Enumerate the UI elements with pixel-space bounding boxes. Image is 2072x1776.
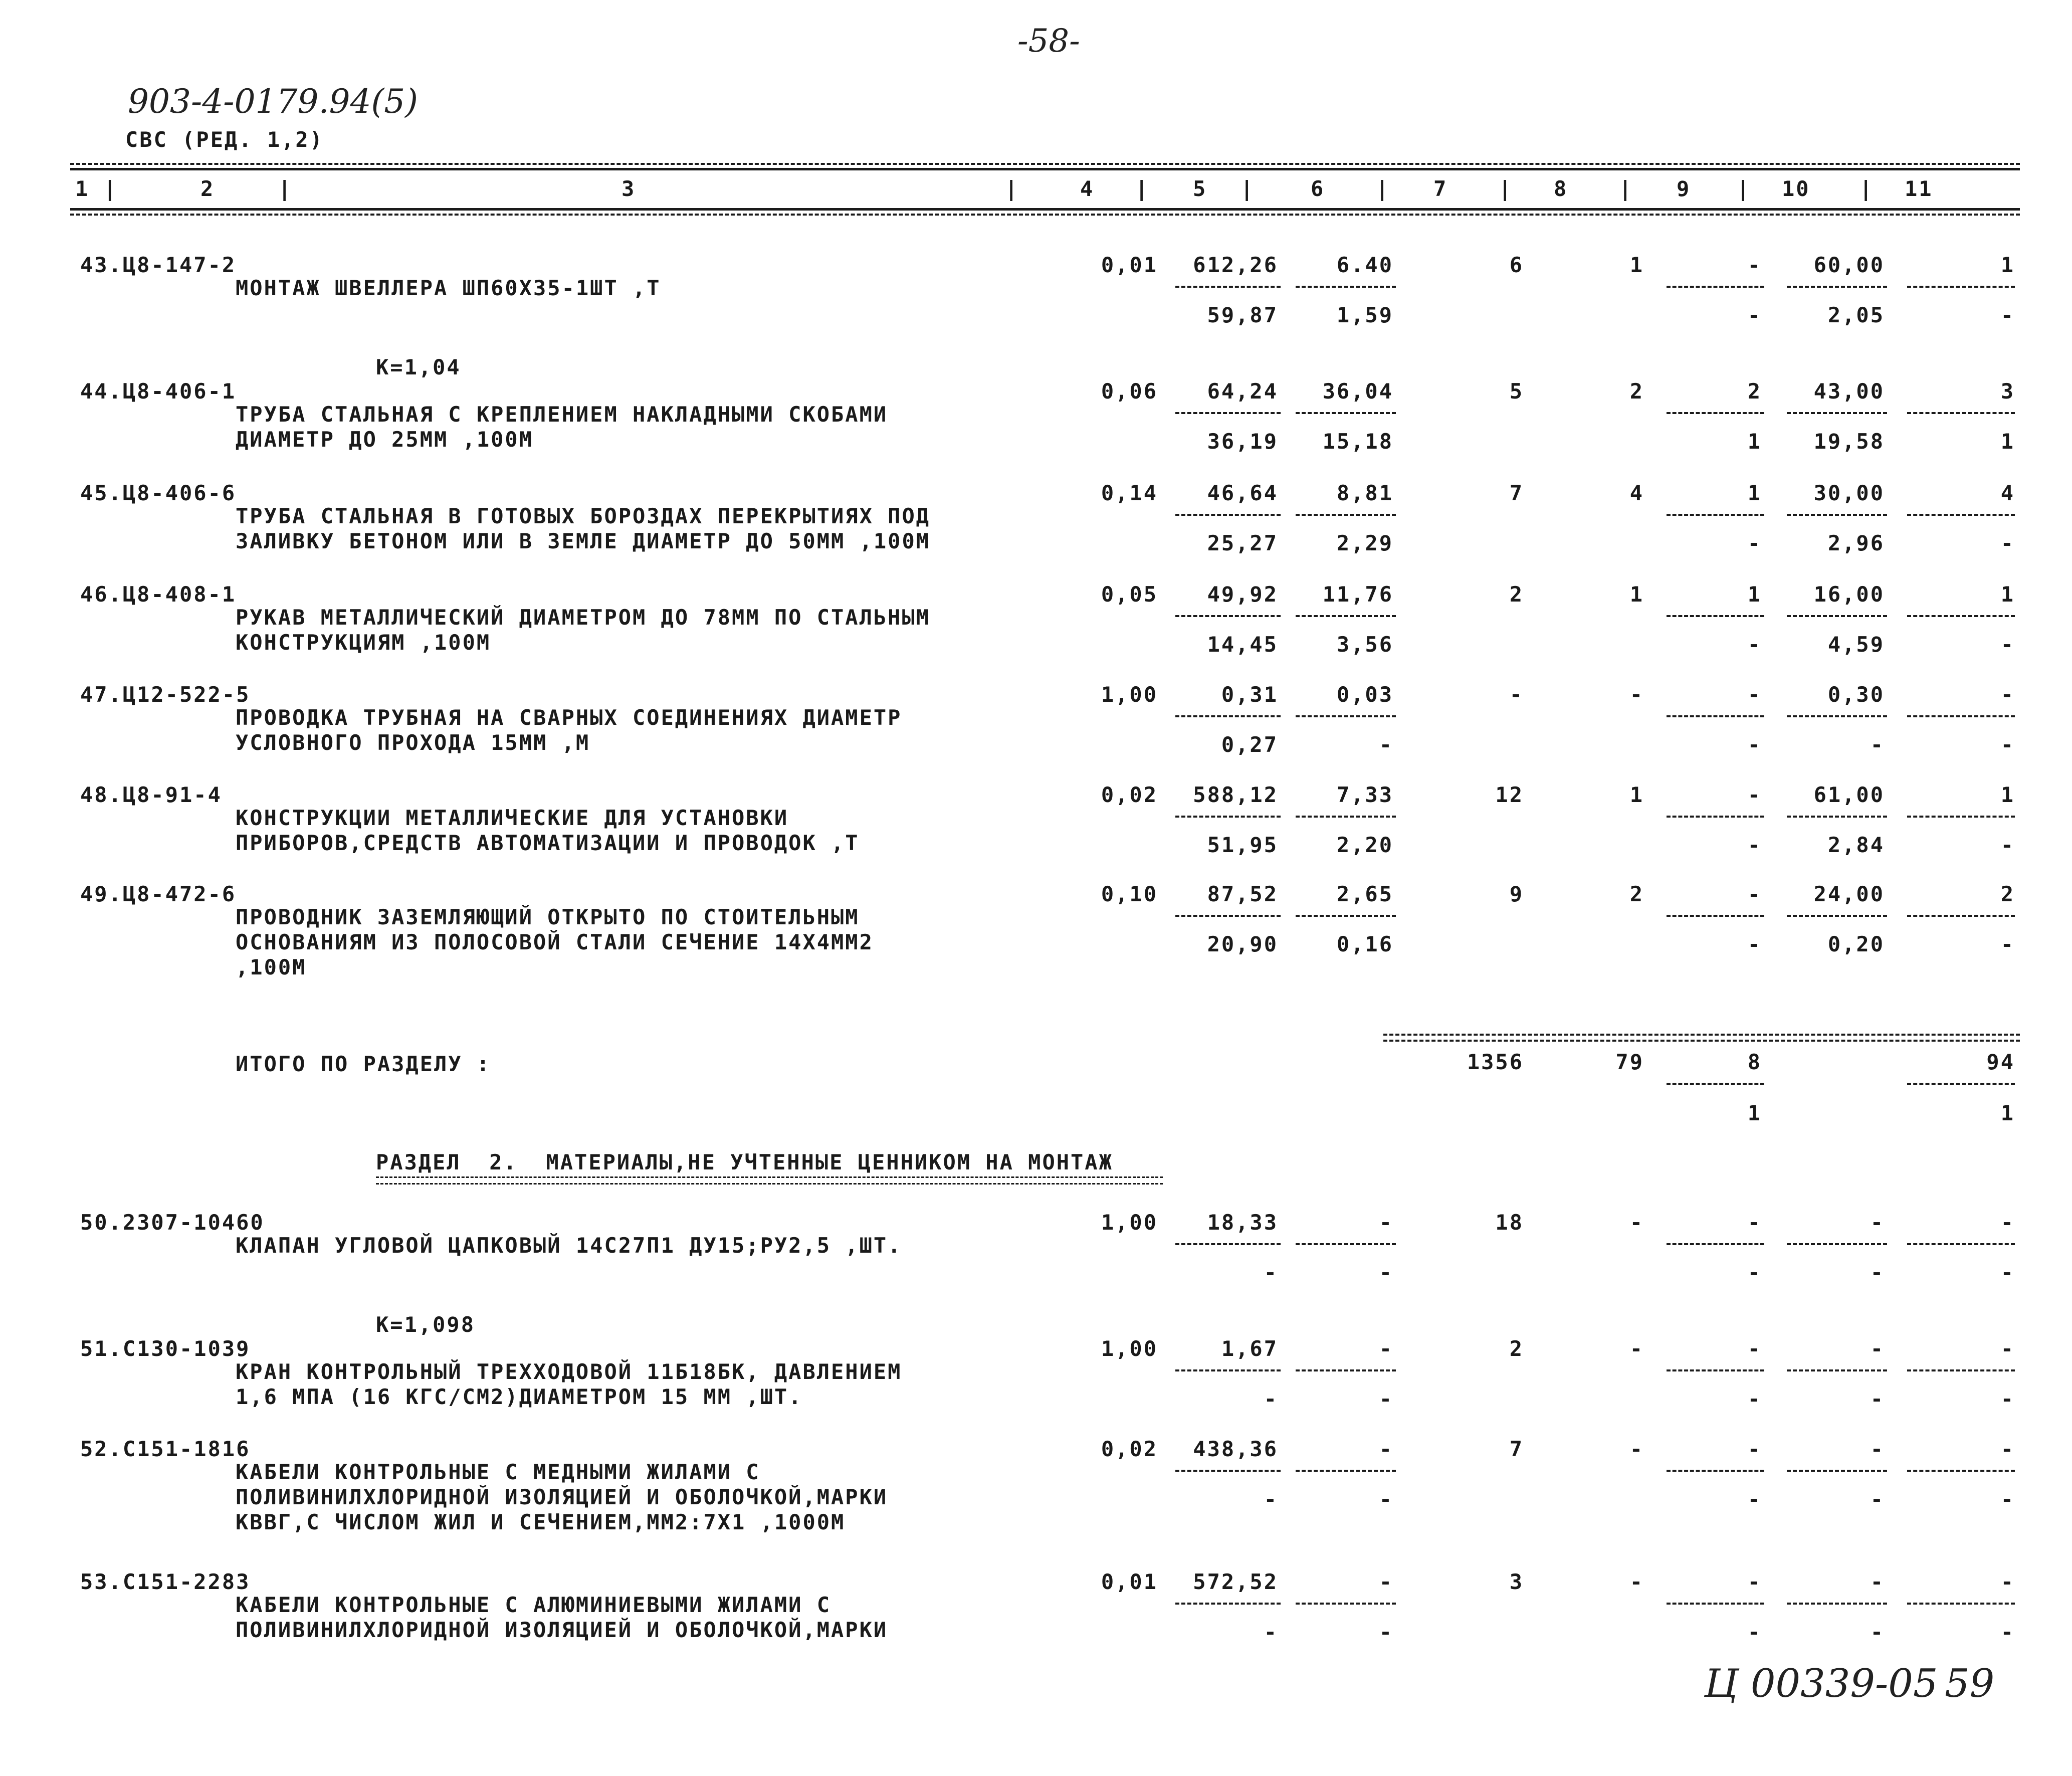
row-description: ЗАЛИВКУ БЕТОНОМ ИЛИ В ЗЕМЛЕ ДИАМЕТР ДО 50ММ ,100М (236, 529, 931, 553)
row-col-7: 3 (1509, 1569, 1524, 1594)
row-col-8: 1 (1629, 782, 1644, 807)
row-col-10-rule (1787, 514, 1887, 516)
row-col-6-rule (1296, 1243, 1396, 1245)
row-code: 52.С151-1816 (80, 1437, 251, 1461)
row-col-6-sub: 2,20 (1336, 833, 1393, 857)
row-col-6-sub: 2,29 (1336, 531, 1393, 555)
column-header-4: 3 (621, 176, 636, 201)
row-col-11-sub: - (2000, 833, 2015, 857)
row-code: 46.Ц8-408-1 (80, 582, 237, 607)
row-col-11-rule (1907, 286, 2015, 288)
row-description: ТРУБА СТАЛЬНАЯ В ГОТОВЫХ БОРОЗДАХ ПЕРЕКРЫТИЯХ ПОД (236, 504, 931, 528)
row-col-10: 60,00 (1813, 253, 1885, 277)
row-col-5-sub: 59,87 (1207, 303, 1278, 327)
row-col-6-sub: - (1379, 732, 1393, 757)
row-col-6: 7,33 (1336, 782, 1393, 807)
row-description: ТРУБА СТАЛЬНАЯ С КРЕПЛЕНИЕМ НАКЛАДНЫМИ СКОБАМИ (236, 402, 888, 427)
row-col-6-sub: - (1379, 1387, 1393, 1411)
row-col-8: 4 (1629, 481, 1644, 505)
total-col-7: 1356 (1467, 1050, 1524, 1074)
row-description: КАБЕЛИ КОНТРОЛЬНЫЕ С МЕДНЫМИ ЖИЛАМИ С (236, 1460, 760, 1484)
column-header-15: | (1619, 176, 1633, 201)
row-col-10: 30,00 (1813, 481, 1885, 505)
row-col-7: 12 (1495, 782, 1524, 807)
coefficient-label: К=1,04 (376, 355, 461, 379)
row-col-6-rule (1296, 1369, 1396, 1371)
row-col-5-rule (1175, 715, 1281, 717)
header-rule-top (70, 163, 2020, 165)
row-quantity: 1,00 (1101, 682, 1158, 707)
row-col-8: - (1629, 1569, 1644, 1594)
row-col-5: 572,52 (1193, 1569, 1278, 1594)
row-col-9-rule (1667, 1243, 1764, 1245)
row-description: ПОЛИВИНИЛХЛОРИДНОЙ ИЗОЛЯЦИЕЙ И ОБОЛОЧКОЙ,МАРКИ (236, 1618, 888, 1642)
row-col-10: - (1870, 1569, 1885, 1594)
row-description: ДИАМЕТР ДО 25ММ ,100М (236, 427, 534, 452)
row-col-9: - (1747, 1437, 1762, 1461)
row-col-9-sub: - (1747, 732, 1762, 757)
row-col-11-sub: - (2000, 932, 2015, 956)
row-col-6-rule (1296, 286, 1396, 288)
row-col-6: - (1379, 1569, 1393, 1594)
row-description: 1,6 МПА (16 КГС/СМ2)ДИАМЕТРОМ 15 ММ ,ШТ. (236, 1385, 803, 1409)
row-col-7: 5 (1509, 379, 1524, 404)
row-col-9-sub: - (1747, 1620, 1762, 1644)
row-col-10-sub: - (1870, 1387, 1885, 1411)
row-col-6: 0,03 (1336, 682, 1393, 707)
row-col-9-rule (1667, 1470, 1764, 1472)
row-code: 49.Ц8-472-6 (80, 882, 237, 906)
total-col-9-rule (1667, 1083, 1764, 1085)
row-col-8: 1 (1629, 582, 1644, 607)
row-col-9: - (1747, 1210, 1762, 1235)
row-quantity: 0,05 (1101, 582, 1158, 607)
row-col-10: - (1870, 1437, 1885, 1461)
row-col-9-sub: - (1747, 1387, 1762, 1411)
column-header-12: 7 (1433, 176, 1448, 201)
row-col-6-rule (1296, 1603, 1396, 1605)
total-col-11-rule (1907, 1083, 2015, 1085)
page-number: -58- (1017, 23, 1080, 60)
row-col-9-sub: - (1747, 932, 1762, 956)
row-col-10-sub: 2,05 (1827, 303, 1885, 327)
row-col-8: - (1629, 682, 1644, 707)
total-col-11-sub: 1 (2000, 1101, 2015, 1125)
row-col-8: 2 (1629, 882, 1644, 906)
column-header-16: 9 (1677, 176, 1691, 201)
row-description: МОНТАЖ ШВЕЛЛЕРА ШП60Х35-1ШТ ,Т (236, 276, 661, 300)
column-header-8: 5 (1193, 176, 1207, 201)
column-header-11: | (1376, 176, 1390, 201)
row-col-6-rule (1296, 514, 1396, 516)
row-description: ПРОВОДКА ТРУБНАЯ НА СВАРНЫХ СОЕДИНЕНИЯХ ДИАМЕТР (236, 705, 902, 730)
row-col-10-sub: - (1870, 732, 1885, 757)
row-col-9: 1 (1747, 481, 1762, 505)
row-quantity: 0,01 (1101, 1569, 1158, 1594)
row-col-11-sub: - (2000, 303, 2015, 327)
row-description: ПОЛИВИНИЛХЛОРИДНОЙ ИЗОЛЯЦИЕЙ И ОБОЛОЧКОЙ,МАРКИ (236, 1485, 888, 1509)
row-col-5-sub: 51,95 (1207, 833, 1278, 857)
total-rule-2 (1383, 1040, 2020, 1042)
row-quantity: 0,10 (1101, 882, 1158, 906)
row-col-9-rule (1667, 1369, 1764, 1371)
row-col-9: - (1747, 253, 1762, 277)
row-quantity: 0,02 (1101, 782, 1158, 807)
row-col-11-rule (1907, 816, 2015, 818)
row-description: КРАН КОНТРОЛЬНЫЙ ТРЕХХОДОВОЙ 11Б18БК, ДАВЛЕНИЕМ (236, 1359, 902, 1384)
row-col-6-rule (1296, 816, 1396, 818)
row-col-8: - (1629, 1336, 1644, 1361)
row-col-7: 2 (1509, 1336, 1524, 1361)
total-rule-1 (1383, 1034, 2020, 1036)
row-col-11: 3 (2000, 379, 2015, 404)
section-2-title-underline (376, 1176, 1163, 1185)
column-header-19: | (1859, 176, 1874, 201)
row-col-11-sub: - (2000, 632, 2015, 657)
footer-page-number: 59 (1945, 1661, 1995, 1706)
row-col-10-rule (1787, 286, 1887, 288)
row-col-11: - (2000, 1210, 2015, 1235)
row-col-11: - (2000, 682, 2015, 707)
row-col-11-sub: - (2000, 1620, 2015, 1644)
header-rule-top-solid (70, 168, 2020, 170)
row-col-10: 61,00 (1813, 782, 1885, 807)
row-col-9: - (1747, 682, 1762, 707)
row-col-11-sub: - (2000, 1487, 2015, 1511)
row-col-6-sub: 0,16 (1336, 932, 1393, 956)
row-col-6-rule (1296, 1470, 1396, 1472)
row-col-5-sub: 25,27 (1207, 531, 1278, 555)
row-quantity: 0,02 (1101, 1437, 1158, 1461)
row-col-6: 2,65 (1336, 882, 1393, 906)
row-col-11: 1 (2000, 253, 2015, 277)
row-code: 45.Ц8-406-6 (80, 481, 237, 505)
row-col-6: 11,76 (1322, 582, 1393, 607)
row-col-6-sub: - (1379, 1620, 1393, 1644)
row-col-5-rule (1175, 816, 1281, 818)
section-2-title: РАЗДЕЛ 2. МАТЕРИАЛЫ,НЕ УЧТЕННЫЕ ЦЕННИКОМ НА МОНТАЖ (376, 1150, 1113, 1174)
row-col-5-sub: - (1264, 1620, 1278, 1644)
row-description: ОСНОВАНИЯМ ИЗ ПОЛОСОВОЙ СТАЛИ СЕЧЕНИЕ 14Х4ММ2 (236, 930, 874, 954)
row-col-9-rule (1667, 915, 1764, 917)
column-header-9: | (1240, 176, 1255, 201)
row-col-10: 16,00 (1813, 582, 1885, 607)
row-col-9-sub: - (1747, 833, 1762, 857)
column-header-10: 6 (1311, 176, 1325, 201)
total-col-9: 8 (1747, 1050, 1762, 1074)
row-col-9-sub: - (1747, 632, 1762, 657)
row-col-11-rule (1907, 1603, 2015, 1605)
row-col-6-rule (1296, 412, 1396, 414)
row-col-9-sub: 1 (1747, 429, 1762, 454)
row-col-10: 0,30 (1827, 682, 1885, 707)
row-col-10: 43,00 (1813, 379, 1885, 404)
row-description: УСЛОВНОГО ПРОХОДА 15ММ ,М (236, 730, 590, 755)
column-header-13: | (1499, 176, 1513, 201)
row-col-7: - (1509, 682, 1524, 707)
row-col-5: 0,31 (1221, 682, 1278, 707)
row-col-8: - (1629, 1210, 1644, 1235)
row-col-10-sub: 2,96 (1827, 531, 1885, 555)
row-col-10-sub: - (1870, 1620, 1885, 1644)
row-col-8: 1 (1629, 253, 1644, 277)
row-col-5-sub: - (1264, 1387, 1278, 1411)
row-code: 51.С130-1039 (80, 1336, 251, 1361)
total-col-9-sub: 1 (1747, 1101, 1762, 1125)
row-col-5-rule (1175, 514, 1281, 516)
row-col-5: 87,52 (1207, 882, 1278, 906)
row-col-11: - (2000, 1336, 2015, 1361)
row-col-5-rule (1175, 1243, 1281, 1245)
column-header-2: 2 (200, 176, 215, 201)
row-col-5-rule (1175, 1369, 1281, 1371)
row-code: 50.2307-10460 (80, 1210, 265, 1235)
row-col-10-rule (1787, 1243, 1887, 1245)
row-col-6: 8,81 (1336, 481, 1393, 505)
row-col-6: - (1379, 1437, 1393, 1461)
row-col-9: - (1747, 1336, 1762, 1361)
row-col-7: 2 (1509, 582, 1524, 607)
row-col-5-rule (1175, 286, 1281, 288)
row-code: 53.С151-2283 (80, 1569, 251, 1594)
row-col-10-sub: - (1870, 1487, 1885, 1511)
row-col-9-rule (1667, 412, 1764, 414)
row-description: КЛАПАН УГЛОВОЙ ЦАПКОВЫЙ 14С27П1 ДУ15;РУ2,5 ,ШТ. (236, 1233, 902, 1258)
row-col-10-rule (1787, 816, 1887, 818)
row-col-5: 612,26 (1193, 253, 1278, 277)
row-col-5: 18,33 (1207, 1210, 1278, 1235)
row-col-7: 7 (1509, 1437, 1524, 1461)
row-col-6: 6.40 (1336, 253, 1393, 277)
row-col-10-rule (1787, 915, 1887, 917)
row-col-9-rule (1667, 715, 1764, 717)
total-label: ИТОГО ПО РАЗДЕЛУ : (236, 1052, 491, 1076)
row-description: КАБЕЛИ КОНТРОЛЬНЫЕ С АЛЮМИНИЕВЫМИ ЖИЛАМИ С (236, 1593, 832, 1617)
row-col-6-rule (1296, 715, 1396, 717)
row-col-11-rule (1907, 1243, 2015, 1245)
row-col-11-sub: 1 (2000, 429, 2015, 454)
column-header-1: 1 | (75, 176, 118, 201)
row-col-5-sub: - (1264, 1487, 1278, 1511)
row-col-9-sub: - (1747, 1487, 1762, 1511)
row-col-10-sub: 2,84 (1827, 833, 1885, 857)
row-description: ,100М (236, 955, 307, 979)
row-col-11-sub: - (2000, 1260, 2015, 1285)
footer-code: Ц 00339-05 (1704, 1661, 1938, 1706)
row-col-6-sub: - (1379, 1487, 1393, 1511)
row-col-10-rule (1787, 715, 1887, 717)
row-col-9: 1 (1747, 582, 1762, 607)
row-col-11: 1 (2000, 782, 2015, 807)
row-col-9: 2 (1747, 379, 1762, 404)
row-col-5: 588,12 (1193, 782, 1278, 807)
row-quantity: 1,00 (1101, 1336, 1158, 1361)
column-header-5: | (1005, 176, 1019, 201)
row-col-11: 4 (2000, 481, 2015, 505)
row-col-5: 46,64 (1207, 481, 1278, 505)
row-col-6-sub: 3,56 (1336, 632, 1393, 657)
row-description: ПРИБОРОВ,СРЕДСТВ АВТОМАТИЗАЦИИ И ПРОВОДОК ,Т (236, 831, 860, 855)
row-quantity: 1,00 (1101, 1210, 1158, 1235)
row-col-9: - (1747, 782, 1762, 807)
row-col-5: 64,24 (1207, 379, 1278, 404)
row-col-10-rule (1787, 615, 1887, 617)
row-quantity: 0,06 (1101, 379, 1158, 404)
row-col-7: 7 (1509, 481, 1524, 505)
row-col-8: - (1629, 1437, 1644, 1461)
row-col-5-rule (1175, 1470, 1281, 1472)
column-header-14: 8 (1554, 176, 1568, 201)
row-col-5-rule (1175, 615, 1281, 617)
row-description: РУКАВ МЕТАЛЛИЧЕСКИЙ ДИАМЕТРОМ ДО 78ММ ПО СТАЛЬНЫМ (236, 605, 931, 630)
document-code: 903-4-0179.94(5) (128, 82, 418, 121)
row-code: 47.Ц12-522-5 (80, 682, 251, 707)
row-col-10-rule (1787, 1603, 1887, 1605)
row-col-7: 6 (1509, 253, 1524, 277)
column-header-7: | (1135, 176, 1150, 201)
row-col-5-sub: 20,90 (1207, 932, 1278, 956)
row-col-9-rule (1667, 286, 1764, 288)
row-col-6-rule (1296, 915, 1396, 917)
row-col-10-rule (1787, 412, 1887, 414)
row-col-10: 24,00 (1813, 882, 1885, 906)
row-col-7: 18 (1495, 1210, 1524, 1235)
row-col-9-sub: - (1747, 1260, 1762, 1285)
row-description: ПРОВОДНИК ЗАЗЕМЛЯЮЩИЙ ОТКРЫТО ПО СТОИТЕЛЬНЫМ (236, 905, 860, 929)
row-col-6-sub: 1,59 (1336, 303, 1393, 327)
row-col-9: - (1747, 882, 1762, 906)
row-col-10: - (1870, 1336, 1885, 1361)
row-col-9-rule (1667, 615, 1764, 617)
document-subtitle: СВС (РЕД. 1,2) (125, 127, 324, 152)
column-header-20: 11 (1905, 176, 1933, 201)
row-col-5-sub: 14,45 (1207, 632, 1278, 657)
row-col-6: 36,04 (1322, 379, 1393, 404)
column-header-6: 4 (1080, 176, 1095, 201)
row-col-10-sub: - (1870, 1260, 1885, 1285)
column-header-17: | (1737, 176, 1751, 201)
header-rule-bottom (70, 208, 2020, 211)
row-col-5-sub: - (1264, 1260, 1278, 1285)
coefficient-label: К=1,098 (376, 1312, 476, 1337)
row-col-8: 2 (1629, 379, 1644, 404)
row-col-11-rule (1907, 1470, 2015, 1472)
row-col-11-sub: - (2000, 732, 2015, 757)
row-col-11: 1 (2000, 582, 2015, 607)
row-col-6-sub: - (1379, 1260, 1393, 1285)
row-col-11: - (2000, 1569, 2015, 1594)
row-col-6: - (1379, 1210, 1393, 1235)
row-col-6-sub: 15,18 (1322, 429, 1393, 454)
row-col-11-sub: - (2000, 531, 2015, 555)
row-col-11: 2 (2000, 882, 2015, 906)
column-header-18: 10 (1782, 176, 1810, 201)
row-code: 44.Ц8-406-1 (80, 379, 237, 404)
row-col-9-rule (1667, 514, 1764, 516)
row-col-10-sub: 4,59 (1827, 632, 1885, 657)
row-col-11-rule (1907, 915, 2015, 917)
row-col-10-rule (1787, 1369, 1887, 1371)
row-col-9-rule (1667, 1603, 1764, 1605)
row-col-9-sub: - (1747, 303, 1762, 327)
row-quantity: 0,14 (1101, 481, 1158, 505)
row-col-10-sub: 19,58 (1813, 429, 1885, 454)
row-description: КОНСТРУКЦИЯМ ,100М (236, 630, 491, 655)
column-header-3: | (278, 176, 293, 201)
row-code: 48.Ц8-91-4 (80, 782, 222, 807)
row-col-5-sub: 36,19 (1207, 429, 1278, 454)
row-description: КОНСТРУКЦИИ МЕТАЛЛИЧЕСКИЕ ДЛЯ УСТАНОВКИ (236, 806, 789, 830)
header-rule-bottom-dashed (70, 214, 2020, 216)
row-description: КВВГ,С ЧИСЛОМ ЖИЛ И СЕЧЕНИЕМ,ММ2:7Х1 ,1000М (236, 1510, 846, 1534)
row-col-11: - (2000, 1437, 2015, 1461)
row-col-7: 9 (1509, 882, 1524, 906)
row-col-5-rule (1175, 412, 1281, 414)
row-col-11-rule (1907, 514, 2015, 516)
row-col-6-rule (1296, 615, 1396, 617)
row-col-5: 438,36 (1193, 1437, 1278, 1461)
row-col-5: 49,92 (1207, 582, 1278, 607)
row-col-6: - (1379, 1336, 1393, 1361)
row-col-11-rule (1907, 412, 2015, 414)
row-col-5-sub: 0,27 (1221, 732, 1278, 757)
row-col-5: 1,67 (1221, 1336, 1278, 1361)
row-col-11-sub: - (2000, 1387, 2015, 1411)
row-col-5-rule (1175, 915, 1281, 917)
row-col-11-rule (1907, 615, 2015, 617)
row-col-9: - (1747, 1569, 1762, 1594)
row-col-11-rule (1907, 715, 2015, 717)
row-col-5-rule (1175, 1603, 1281, 1605)
row-col-10-rule (1787, 1470, 1887, 1472)
row-quantity: 0,01 (1101, 253, 1158, 277)
row-col-10: - (1870, 1210, 1885, 1235)
row-code: 43.Ц8-147-2 (80, 253, 237, 277)
total-col-8: 79 (1615, 1050, 1644, 1074)
row-col-9-sub: - (1747, 531, 1762, 555)
total-col-11: 94 (1986, 1050, 2015, 1074)
row-col-10-sub: 0,20 (1827, 932, 1885, 956)
row-col-9-rule (1667, 816, 1764, 818)
row-col-11-rule (1907, 1369, 2015, 1371)
